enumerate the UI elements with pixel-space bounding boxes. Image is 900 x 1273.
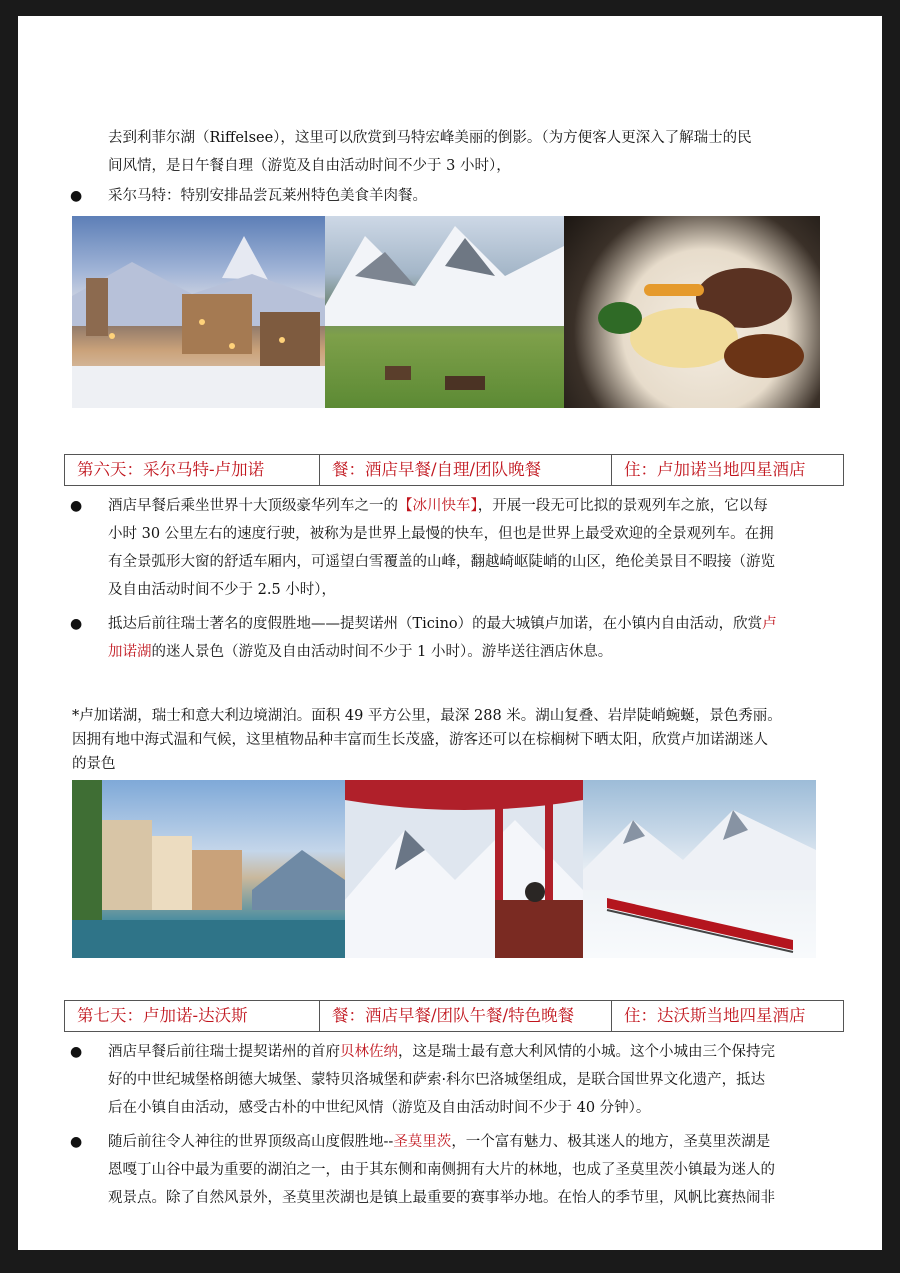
day7-p2-line-1: 随后前往令人神往的世界顶级高山度假胜地--圣莫里茨，一个富有魅力、极其迷人的地方，圣莫里茨湖是 [108, 1134, 771, 1150]
document-page [18, 16, 882, 1250]
day7-header-row [64, 1000, 844, 1032]
bullet-icon: ● [70, 1044, 83, 1060]
day7-p2-line-2: 恩嘎丁山谷中最为重要的湖泊之一，由于其东侧和南侧拥有大片的林地，也成了圣莫里茨小镇最为迷人的 [108, 1162, 775, 1178]
day7-p1-line-2: 好的中世纪城堡格朗德大城堡、蒙特贝洛城堡和萨索·科尔巴洛城堡组成，是联合国世界文化遗产，抵达 [108, 1072, 766, 1088]
intro-line-1: 去到利菲尔湖（Riffelsee），这里可以欣赏到马特宏峰美丽的倒影。（为方便客人更深入了解瑞士的民 [108, 130, 752, 146]
zermatt-village-photo [72, 216, 325, 408]
bullet-icon: ● [70, 1134, 83, 1150]
lugano-lakeside-photo [72, 780, 345, 958]
bullet-icon: ● [70, 498, 83, 514]
lamb-dish-photo [564, 216, 820, 408]
day6-stay: 住：卢加诺当地四星酒店 [611, 455, 843, 485]
lugano-note-line-2: 因拥有地中海式温和气候，这里植物品种丰富而生长茂盛，游客还可以在棕榈树下晒太阳，欣赏卢加诺湖迷人 [72, 732, 768, 748]
day6-header-row [64, 454, 844, 486]
day7-p1-line-3: 后在小镇自由活动，感受古朴的中世纪风情（游览及自由活动时间不少于 40 分钟）。 [108, 1100, 651, 1116]
day6-title: 第六天：采尔马特-卢加诺 [77, 460, 265, 479]
day7-meals: 餐：酒店早餐/团队午餐/特色晚餐 [319, 1001, 611, 1031]
lugano-note-line-3: 的景色 [72, 756, 116, 772]
day6-meals: 餐：酒店早餐/自理/团队晚餐 [319, 455, 611, 485]
day7-stay: 住：达沃斯当地四星酒店 [611, 1001, 843, 1031]
day7-p2-line-3: 观景点。除了自然风景外，圣莫里茨湖也是镇上最重要的赛事举办地。在怡人的季节里，风帆比赛热闹非 [108, 1190, 775, 1206]
day6-p2-line-2: 加诺湖的迷人景色（游览及自由活动时间不少于 1 小时）。游毕送往酒店休息。 [108, 644, 613, 660]
lugano-note-line-1: *卢加诺湖，瑞士和意大利边境湖泊。面积 49 平方公里，最深 288 米。湖山复叠、岩岸陡峭蜿蜒，景色秀丽。 [72, 708, 782, 724]
glacier-express-interior-photo [345, 780, 583, 958]
day6-p1-line-4: 及自由活动时间不少于 2.5 小时）， [108, 582, 337, 598]
day6-p1-line-2: 小时 30 公里左右的速度行驶，被称为是世界上最慢的快车，但也是世界上最受欢迎的全景观列车。在拥 [108, 526, 774, 542]
day6-p1-line-3: 有全景弧形大窗的舒适车厢内，可遥望白雪覆盖的山峰，翻越崎岖陡峭的山区，绝伦美景目不暇接（游览 [108, 554, 775, 570]
day7-title: 第七天：卢加诺-达沃斯 [77, 1006, 248, 1025]
day6-p2-line-1: 抵达后前往瑞士著名的度假胜地——提契诺州（Ticino）的最大城镇卢加诺，在小镇内自由活动，欣赏卢 [108, 616, 777, 632]
day7-p1-line-1: 酒店早餐后前往瑞士提契诺州的首府贝林佐纳，这是瑞士最有意大利风情的小城。这个小城由三个保持完 [108, 1044, 775, 1060]
bullet-icon: ● [70, 188, 83, 204]
bullet-icon: ● [70, 616, 83, 632]
mountain-meadow-photo [325, 216, 564, 408]
intro-line-2: 间风情，是日午餐自理（游览及自由活动时间不少于 3 小时）， [108, 158, 511, 174]
day6-p1-line-1: 酒店早餐后乘坐世界十大顶级豪华列车之一的【冰川快车】，开展一段无可比拟的景观列车之旅，它以每 [108, 498, 768, 514]
glacier-express-train-photo [583, 780, 816, 958]
intro-bullet-text: 采尔马特：特别安排品尝瓦莱州特色美食羊肉餐。 [108, 188, 427, 204]
